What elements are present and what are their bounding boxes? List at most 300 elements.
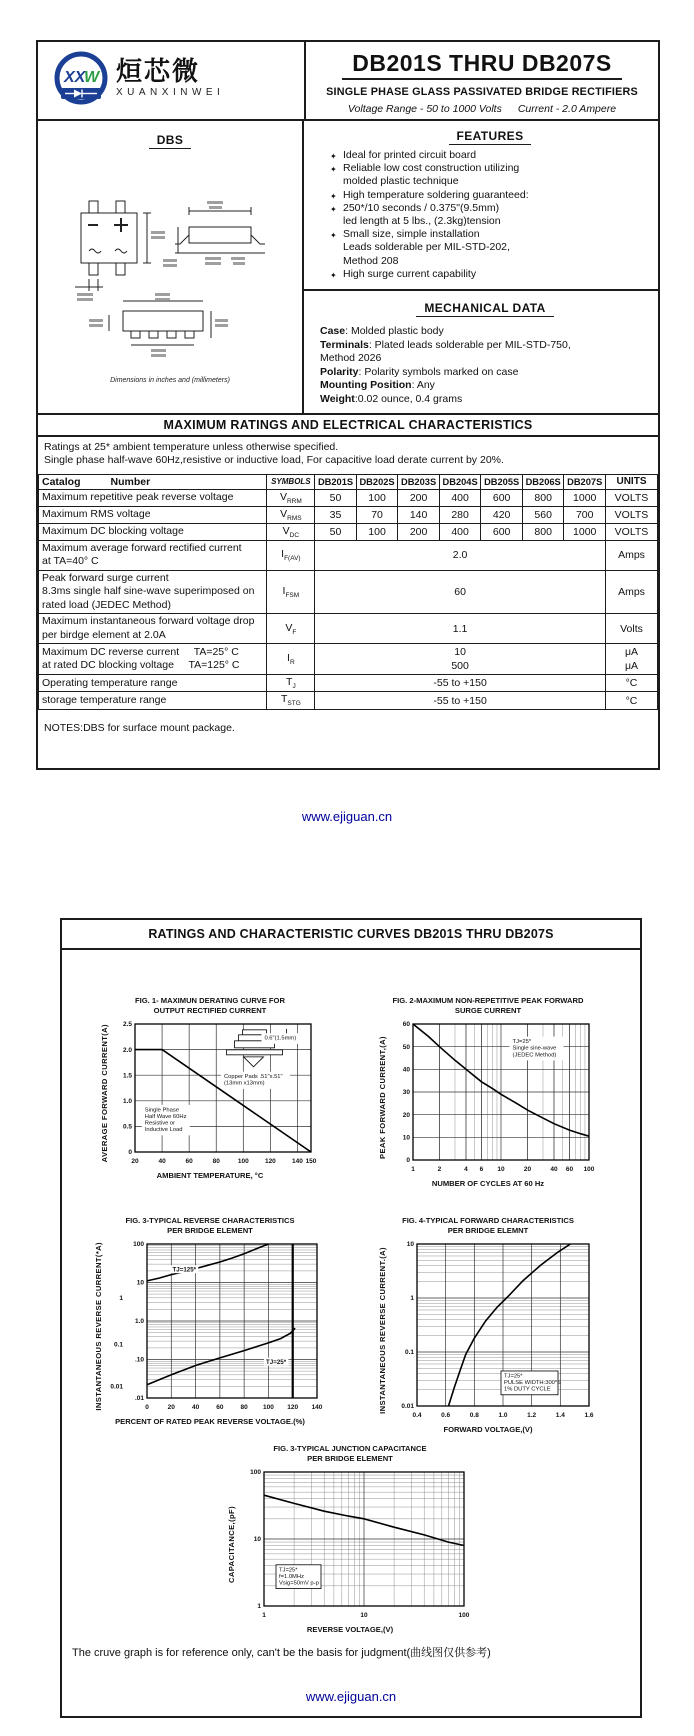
table-cell: Peak forward surge current 8.3ms single half sine-wave superimposed on rated load (JEDEC Method) <box>39 570 267 614</box>
text-el: TJ=25* <box>512 1039 531 1046</box>
package-caption: Dimensions in inches and (millimeters) <box>110 377 230 384</box>
table-row <box>39 506 658 523</box>
feature-line <box>330 149 650 162</box>
voltage-range: Voltage Range - 50 to 1000 Volts <box>347 103 502 115</box>
page1-header <box>38 42 658 121</box>
table-cell: 60 <box>315 570 606 614</box>
rect-el <box>151 231 165 234</box>
span-el: : Molded plastic body <box>345 325 444 338</box>
table-row <box>39 614 658 644</box>
table-cell: DB202S <box>356 474 398 489</box>
features-heading: FEATURES <box>449 129 532 145</box>
table-row <box>39 644 658 675</box>
text-el: 1.4 <box>555 1412 565 1419</box>
ratings-heading: MAXIMUM RATINGS AND ELECTRICAL CHARACTERISTICS <box>38 413 658 437</box>
div-el: PER BRIDGE ELEMNT <box>447 1225 529 1235</box>
text-el: 80 <box>240 1404 248 1411</box>
table-cell: 140 <box>398 506 440 523</box>
text-el: 1.2 <box>526 1412 536 1419</box>
page2-heading: RATINGS AND CHARACTERISTIC CURVES DB201S THRU DB207S <box>62 920 640 950</box>
feature-line <box>330 215 650 228</box>
rect-el <box>131 331 140 338</box>
table-cell: 600 <box>481 523 523 540</box>
text-el: f=1.0MHz <box>278 1573 304 1580</box>
text-el: 0.6 <box>440 1412 450 1419</box>
text-el: 60 <box>185 1158 193 1165</box>
path-el <box>175 235 189 244</box>
feature-text: Method 208 <box>343 254 399 267</box>
sub-el: RMS <box>287 514 302 522</box>
mechanical-heading: MECHANICAL DATA <box>416 301 553 317</box>
text-el: 6 <box>479 1166 483 1173</box>
rect-el <box>209 206 222 209</box>
table-cell: $V_{DC}$ <box>267 523 315 540</box>
company-logo <box>38 42 304 119</box>
text-el: 0.4 <box>411 1412 422 1419</box>
text-el: 1 <box>256 1603 261 1611</box>
text-el: 1.0 <box>134 1318 144 1326</box>
feature-line <box>330 202 650 215</box>
table-row <box>39 474 658 489</box>
page1-sheet <box>36 40 660 770</box>
feature-line <box>330 241 650 254</box>
page2-sheet <box>60 918 642 1718</box>
text-el: 10 <box>496 1166 505 1173</box>
table-cell: 50 <box>315 489 357 506</box>
text-el: 20 <box>167 1404 175 1411</box>
text-el: Copper Pads .51"x.51" <box>223 1074 283 1081</box>
table-cell: Maximum instantaneous forward voltage drop per birdge element at 2.0A <box>39 614 267 644</box>
feature-line <box>330 268 650 281</box>
rect-el <box>77 293 93 296</box>
website-link-page1[interactable]: www.ejiguan.cn <box>301 809 393 824</box>
table-cell: -55 to +150 <box>315 675 606 692</box>
table-cell: Maximum DC blocking voltage <box>39 523 267 540</box>
table-cell: $I_{FSM}$ <box>267 570 315 614</box>
bullet-icon: ✦ <box>330 152 337 161</box>
div-el <box>348 1018 628 1176</box>
table-cell: 800 <box>522 489 564 506</box>
text-el: 1.5 <box>122 1072 132 1080</box>
text-el: 80 <box>212 1158 220 1165</box>
bullet-icon: ✦ <box>330 191 337 201</box>
website-link-page2[interactable]: www.ejiguan.cn <box>305 1689 397 1704</box>
text-el: 30 <box>402 1089 410 1097</box>
text-el: 20 <box>130 1158 139 1165</box>
diode-icon <box>61 88 101 99</box>
table-cell: 560 <box>522 506 564 523</box>
rect-el <box>215 324 228 327</box>
table-cell: DB205S <box>481 474 523 489</box>
rect-el <box>189 227 251 243</box>
polyline-el <box>147 1244 268 1281</box>
table-cell: 2.0 <box>315 540 606 570</box>
table-cell: 50 <box>315 523 357 540</box>
figure-4-xlabel: FORWARD VOLTAGE,(V) <box>443 1425 533 1434</box>
rect-el <box>163 259 177 262</box>
figure-3-plot <box>103 1238 327 1414</box>
text-el: 0.01 <box>400 1403 414 1411</box>
div-el <box>74 1018 346 1168</box>
rect-el <box>149 331 158 338</box>
text-el: 10 <box>136 1279 144 1287</box>
mechanical-line <box>320 325 650 339</box>
text-el: Half Wave 60Hz <box>144 1114 186 1121</box>
div-el <box>348 1238 628 1422</box>
text-el: 60 <box>402 1021 410 1029</box>
text-el: (13mm x13mm) <box>223 1080 265 1087</box>
figure-2-xlabel: NUMBER OF CYCLES AT 60 Hz <box>431 1179 545 1188</box>
div-el: FIG. 2-MAXIMUM NON-REPETITIVE PEAK FORWARD <box>392 996 584 1005</box>
text-el: 100 <box>132 1241 144 1249</box>
figure-4 <box>348 1216 628 1434</box>
figure-5-title <box>182 1444 518 1463</box>
feature-text: molded plastic technique <box>343 175 459 188</box>
table-cell: 400 <box>439 523 481 540</box>
logo-monogram-xx: XX <box>64 69 86 86</box>
table-cell: 200 <box>398 489 440 506</box>
feature-text: Reliable low cost construction utilizing <box>343 162 520 175</box>
table-cell: $T_J$ <box>267 675 315 692</box>
table-cell: $I_{F(AV)}$ <box>267 540 315 570</box>
text-el: PULSE WIDTH:300*S <box>503 1380 561 1387</box>
bullet-icon: ✦ <box>330 165 337 175</box>
feature-text: Ideal for printed circuit board <box>343 149 477 161</box>
rect-el <box>155 298 170 301</box>
table-row <box>39 489 658 506</box>
div-el <box>320 299 650 317</box>
table-row <box>39 675 658 692</box>
rect-el <box>77 298 93 301</box>
table-cell: °C <box>605 675 657 692</box>
rect-el <box>205 257 221 260</box>
feature-text: High surge current capability <box>343 267 477 280</box>
table-cell: $T_{STG}$ <box>267 692 315 709</box>
text-el: 100 <box>237 1158 249 1165</box>
g-el <box>75 201 265 345</box>
page2-footer <box>62 1688 640 1706</box>
text-el: Vsig=50mV p-p <box>278 1580 319 1587</box>
table-cell: Maximum repetitive peak reverse voltage <box>39 489 267 506</box>
text-el: 120 <box>286 1404 298 1411</box>
table-cell: 280 <box>439 506 481 523</box>
text-el: 1 <box>118 1295 123 1303</box>
mechanical-line <box>320 379 650 393</box>
feature-text: led length at 5 lbs., (2.3kg)tension <box>343 215 501 228</box>
text-el: .01 <box>134 1395 144 1403</box>
text-el: 1 <box>409 1295 414 1303</box>
b-el: Polarity <box>320 365 359 378</box>
mechanical-line <box>320 366 650 380</box>
dimension-text-marks <box>77 201 245 357</box>
mechanical-panel <box>304 291 658 415</box>
ratings-summary <box>310 103 654 115</box>
text-el: .10 <box>134 1356 144 1364</box>
text-el: TJ=25* <box>503 1373 523 1380</box>
sub-el: J <box>292 683 296 691</box>
feature-text: High temperature soldering guaranteed: <box>343 188 529 201</box>
title-block <box>304 42 658 119</box>
sub-el: STG <box>287 700 301 708</box>
figure-4-plot <box>387 1238 599 1422</box>
table-cell: 35 <box>315 506 357 523</box>
table-cell: DB207S <box>564 474 606 489</box>
text-el: Single Phase <box>144 1107 179 1114</box>
sub-el: DC <box>289 531 300 539</box>
rect-el <box>205 262 221 265</box>
text-el: 20 <box>523 1166 531 1173</box>
table-cell: storage temperature range <box>39 692 267 709</box>
table-cell: 70 <box>356 506 398 523</box>
table-row <box>39 570 658 614</box>
text-el: 1.0 <box>497 1412 508 1419</box>
text-el: 60 <box>565 1166 573 1173</box>
div-el: FIG. 1- MAXIMUN DERATING CURVE FOR <box>135 996 285 1005</box>
polyline-el <box>147 1328 295 1385</box>
features-panel <box>304 121 658 291</box>
span-el: Method 2026 <box>320 352 382 365</box>
table-cell: 1.1 <box>315 614 606 644</box>
figure-4-title <box>348 1216 628 1235</box>
table-cell: VOLTS <box>605 489 657 506</box>
ratings-note-1: Ratings at 25* ambient temperature unless otherwise specified. <box>44 440 339 453</box>
figure-3 <box>74 1216 346 1426</box>
div-el: FIG. 3-TYPICAL REVERSE CHARACTERISTICS <box>125 1216 295 1225</box>
table-cell: μA μA <box>605 644 657 675</box>
text-el: 10 <box>406 1241 414 1249</box>
table-row <box>39 692 658 709</box>
rect-el <box>116 201 125 213</box>
text-el: 10 <box>402 1134 410 1142</box>
page-title: DB201S THRU DB207S <box>342 50 622 80</box>
package-outline-drawing <box>51 175 289 361</box>
table-cell: 10 500 <box>315 644 606 675</box>
feature-line <box>330 162 650 175</box>
span-el: Catalog <box>42 475 81 488</box>
div-el: SURGE CURRENT <box>454 1005 522 1015</box>
text-el: 120 <box>264 1158 276 1165</box>
package-name: DBS <box>149 133 192 149</box>
path-el <box>251 235 265 244</box>
table-cell: 600 <box>481 489 523 506</box>
table-cell: $V_{RMS}$ <box>267 506 315 523</box>
table-cell: 1000 <box>564 489 606 506</box>
ratings-notes <box>38 437 658 474</box>
mechanical-line <box>320 339 650 353</box>
rect-el <box>185 331 194 338</box>
table-cell: Maximum DC reverse current TA=25° C at rated DC blocking voltage TA=125° C <box>39 644 267 675</box>
rect-el <box>89 263 98 275</box>
text-el: 140 <box>311 1404 322 1411</box>
rect-el <box>89 319 103 322</box>
figure-3-xlabel: PERCENT OF RATED PEAK REVERSE VOLTAGE.(%) <box>115 1417 305 1426</box>
span-el: Number <box>110 475 151 488</box>
page-subtitle: SINGLE PHASE GLASS PASSIVATED BRIDGE RECTIFIERS <box>326 86 638 98</box>
table-cell: $I_R$ <box>267 644 315 675</box>
div-el: PER BRIDGE ELEMENT <box>307 1453 393 1463</box>
feature-line <box>330 255 650 268</box>
table-cell: Amps <box>605 540 657 570</box>
text-el: 0.01 <box>109 1383 123 1391</box>
feature-text: Leads solderable per MIL-STD-202, <box>343 241 510 254</box>
table-cell: DB203S <box>398 474 440 489</box>
text-el: 100 <box>262 1404 274 1411</box>
text-el: 40 <box>402 1066 410 1074</box>
span-el: : Polarity symbols marked on case <box>358 365 519 378</box>
table-cell: 1000 <box>564 523 606 540</box>
table-cell: -55 to +150 <box>315 692 606 709</box>
rect-el <box>123 311 203 331</box>
figure-2-title <box>348 996 628 1015</box>
feature-line <box>330 189 650 202</box>
text-el: (JEDEC Method) <box>512 1052 556 1059</box>
text-el: 1 <box>410 1166 415 1173</box>
feature-text: 250*/10 seconds / 0.375"(9.5mm) <box>343 201 500 214</box>
figure-3-ylabel: INSTANTANEOUS REVERSE CURRENT(*A) <box>93 1241 103 1411</box>
rect-el <box>151 354 166 357</box>
text-el: Inductive Load <box>144 1127 183 1134</box>
text-el: 20 <box>402 1111 410 1119</box>
table-cell: VOLTS <box>605 506 657 523</box>
feature-text: Small size, simple installation <box>343 228 480 241</box>
figure-2 <box>348 996 628 1188</box>
span-el: : Plated leads solderable per MIL-STD-750, <box>368 338 571 351</box>
rect-el <box>233 262 245 265</box>
table-cell: DB201S <box>315 474 357 489</box>
figure-5-plot <box>236 1466 474 1622</box>
mechanical-list <box>320 325 650 407</box>
feature-line <box>330 175 650 188</box>
table-cell: $V_F$ <box>267 614 315 644</box>
text-el: 0.8 <box>469 1412 479 1419</box>
table-cell: °C <box>605 692 657 709</box>
rect-el <box>226 1050 282 1055</box>
span-el: :0.02 ounce, 0.4 grams <box>354 393 463 405</box>
text-el: 100 <box>249 1469 261 1477</box>
rect-el <box>215 319 228 322</box>
logo-monogram-w: W <box>84 69 100 86</box>
text-el: 10 <box>253 1536 261 1544</box>
rect-el <box>116 263 125 275</box>
rect-el <box>81 213 137 263</box>
text-el: 4 <box>463 1166 468 1173</box>
b-el: Terminals <box>320 338 369 351</box>
text-el: 0.6"(1.5mm) <box>263 1035 296 1042</box>
table-footnote: NOTES:DBS for surface mount package. <box>44 721 235 734</box>
package-panel <box>38 121 304 415</box>
table-cell: Operating temperature range <box>39 675 267 692</box>
span-el: : Any <box>411 379 435 392</box>
div-el: FIG. 3-TYPICAL JUNCTION CAPACITANCE <box>273 1444 427 1453</box>
text-el: 40 <box>549 1166 558 1173</box>
sub-el: F(AV) <box>284 555 301 563</box>
sub-el: FSM <box>285 592 300 600</box>
table-cell: 100 <box>356 489 398 506</box>
table-cell: DB206S <box>522 474 564 489</box>
text-el: 10 <box>359 1612 368 1619</box>
table-cell: Amps <box>605 570 657 614</box>
text-el: 1.6 <box>583 1412 594 1419</box>
figure-4-ylabel: INSTANTANEOUS REVERSE CURRENT.(A) <box>377 1246 387 1414</box>
div-el <box>330 127 650 145</box>
figure-1 <box>74 996 346 1180</box>
sub-el: R <box>289 659 295 667</box>
rect-el <box>207 201 223 204</box>
text-el: 0 <box>405 1157 410 1165</box>
rect-el <box>231 257 245 260</box>
figure-5 <box>182 1444 518 1634</box>
table-row <box>39 540 658 570</box>
text-el: TJ=25* <box>265 1359 286 1367</box>
path-el <box>115 249 127 253</box>
text-el: 0 <box>127 1149 132 1157</box>
rect-el <box>89 201 98 213</box>
div-el: PER BRIDGE ELEMENT <box>167 1225 253 1235</box>
figure-1-plot <box>109 1018 321 1168</box>
bullet-icon: ✦ <box>330 231 337 241</box>
text-el: 1 <box>261 1612 266 1619</box>
table-cell: Volts <box>605 614 657 644</box>
ratings-note-2: Single phase half-wave 60Hz,resistive or inductive load, For capacitive load derate current by 20%. <box>44 454 504 467</box>
table-cell: 400 <box>439 489 481 506</box>
figure-1-ylabel: AVERAGE FORWARD CURRENT(A) <box>99 1023 109 1163</box>
text-el: 100 <box>583 1166 594 1173</box>
rect-el <box>151 349 166 352</box>
ratings-table <box>38 474 658 710</box>
text-el: 40 <box>191 1404 199 1411</box>
figure-2-plot <box>387 1018 599 1176</box>
div-el <box>182 1466 518 1622</box>
sub-el: F <box>292 628 297 636</box>
text-el: 2.0 <box>122 1046 132 1054</box>
rect-el <box>151 236 165 239</box>
text-el: 40 <box>157 1158 166 1165</box>
feature-line <box>330 228 650 241</box>
table-cell: VOLTS <box>605 523 657 540</box>
text-el: 100 <box>458 1612 469 1619</box>
table-row <box>39 523 658 540</box>
rect-el <box>167 331 176 338</box>
text-el: Resistive or <box>144 1120 175 1127</box>
table-cell: 700 <box>564 506 606 523</box>
text-el: Single sine-wave <box>512 1045 556 1052</box>
table-cell: DB204S <box>439 474 481 489</box>
b-el: Weight <box>320 393 355 405</box>
table-cell: UNITS <box>605 474 657 489</box>
text-el: 0 <box>144 1404 149 1411</box>
text-el: 1.0 <box>122 1098 132 1105</box>
table-cell: $V_{RRM}$ <box>267 489 315 506</box>
table-cell: 800 <box>522 523 564 540</box>
text-el: 1% DUTY CYCLE <box>503 1386 551 1393</box>
tbody-el <box>39 474 658 709</box>
b-el: Case <box>320 325 346 338</box>
page1-footer <box>0 808 694 826</box>
div-el <box>74 1238 346 1414</box>
text-el: 140 <box>291 1158 303 1165</box>
div-el: OUTPUT RECTIFIED CURRENT <box>153 1005 267 1015</box>
text-el: TJ=25* <box>278 1567 298 1574</box>
mechanical-line <box>320 393 650 407</box>
div-el: FIG. 4-TYPICAL FORWARD CHARACTERISTICS <box>402 1216 574 1225</box>
text-el: 0.5 <box>122 1123 132 1131</box>
figure-2-ylabel: PEAK FORWARD CURRENT,(A) <box>377 1035 387 1159</box>
text-el: TJ=125* <box>172 1266 196 1274</box>
text-el: 2 <box>437 1166 441 1173</box>
rect-el <box>155 293 170 296</box>
bullet-icon: ✦ <box>330 204 337 214</box>
table-cell <box>39 474 267 489</box>
